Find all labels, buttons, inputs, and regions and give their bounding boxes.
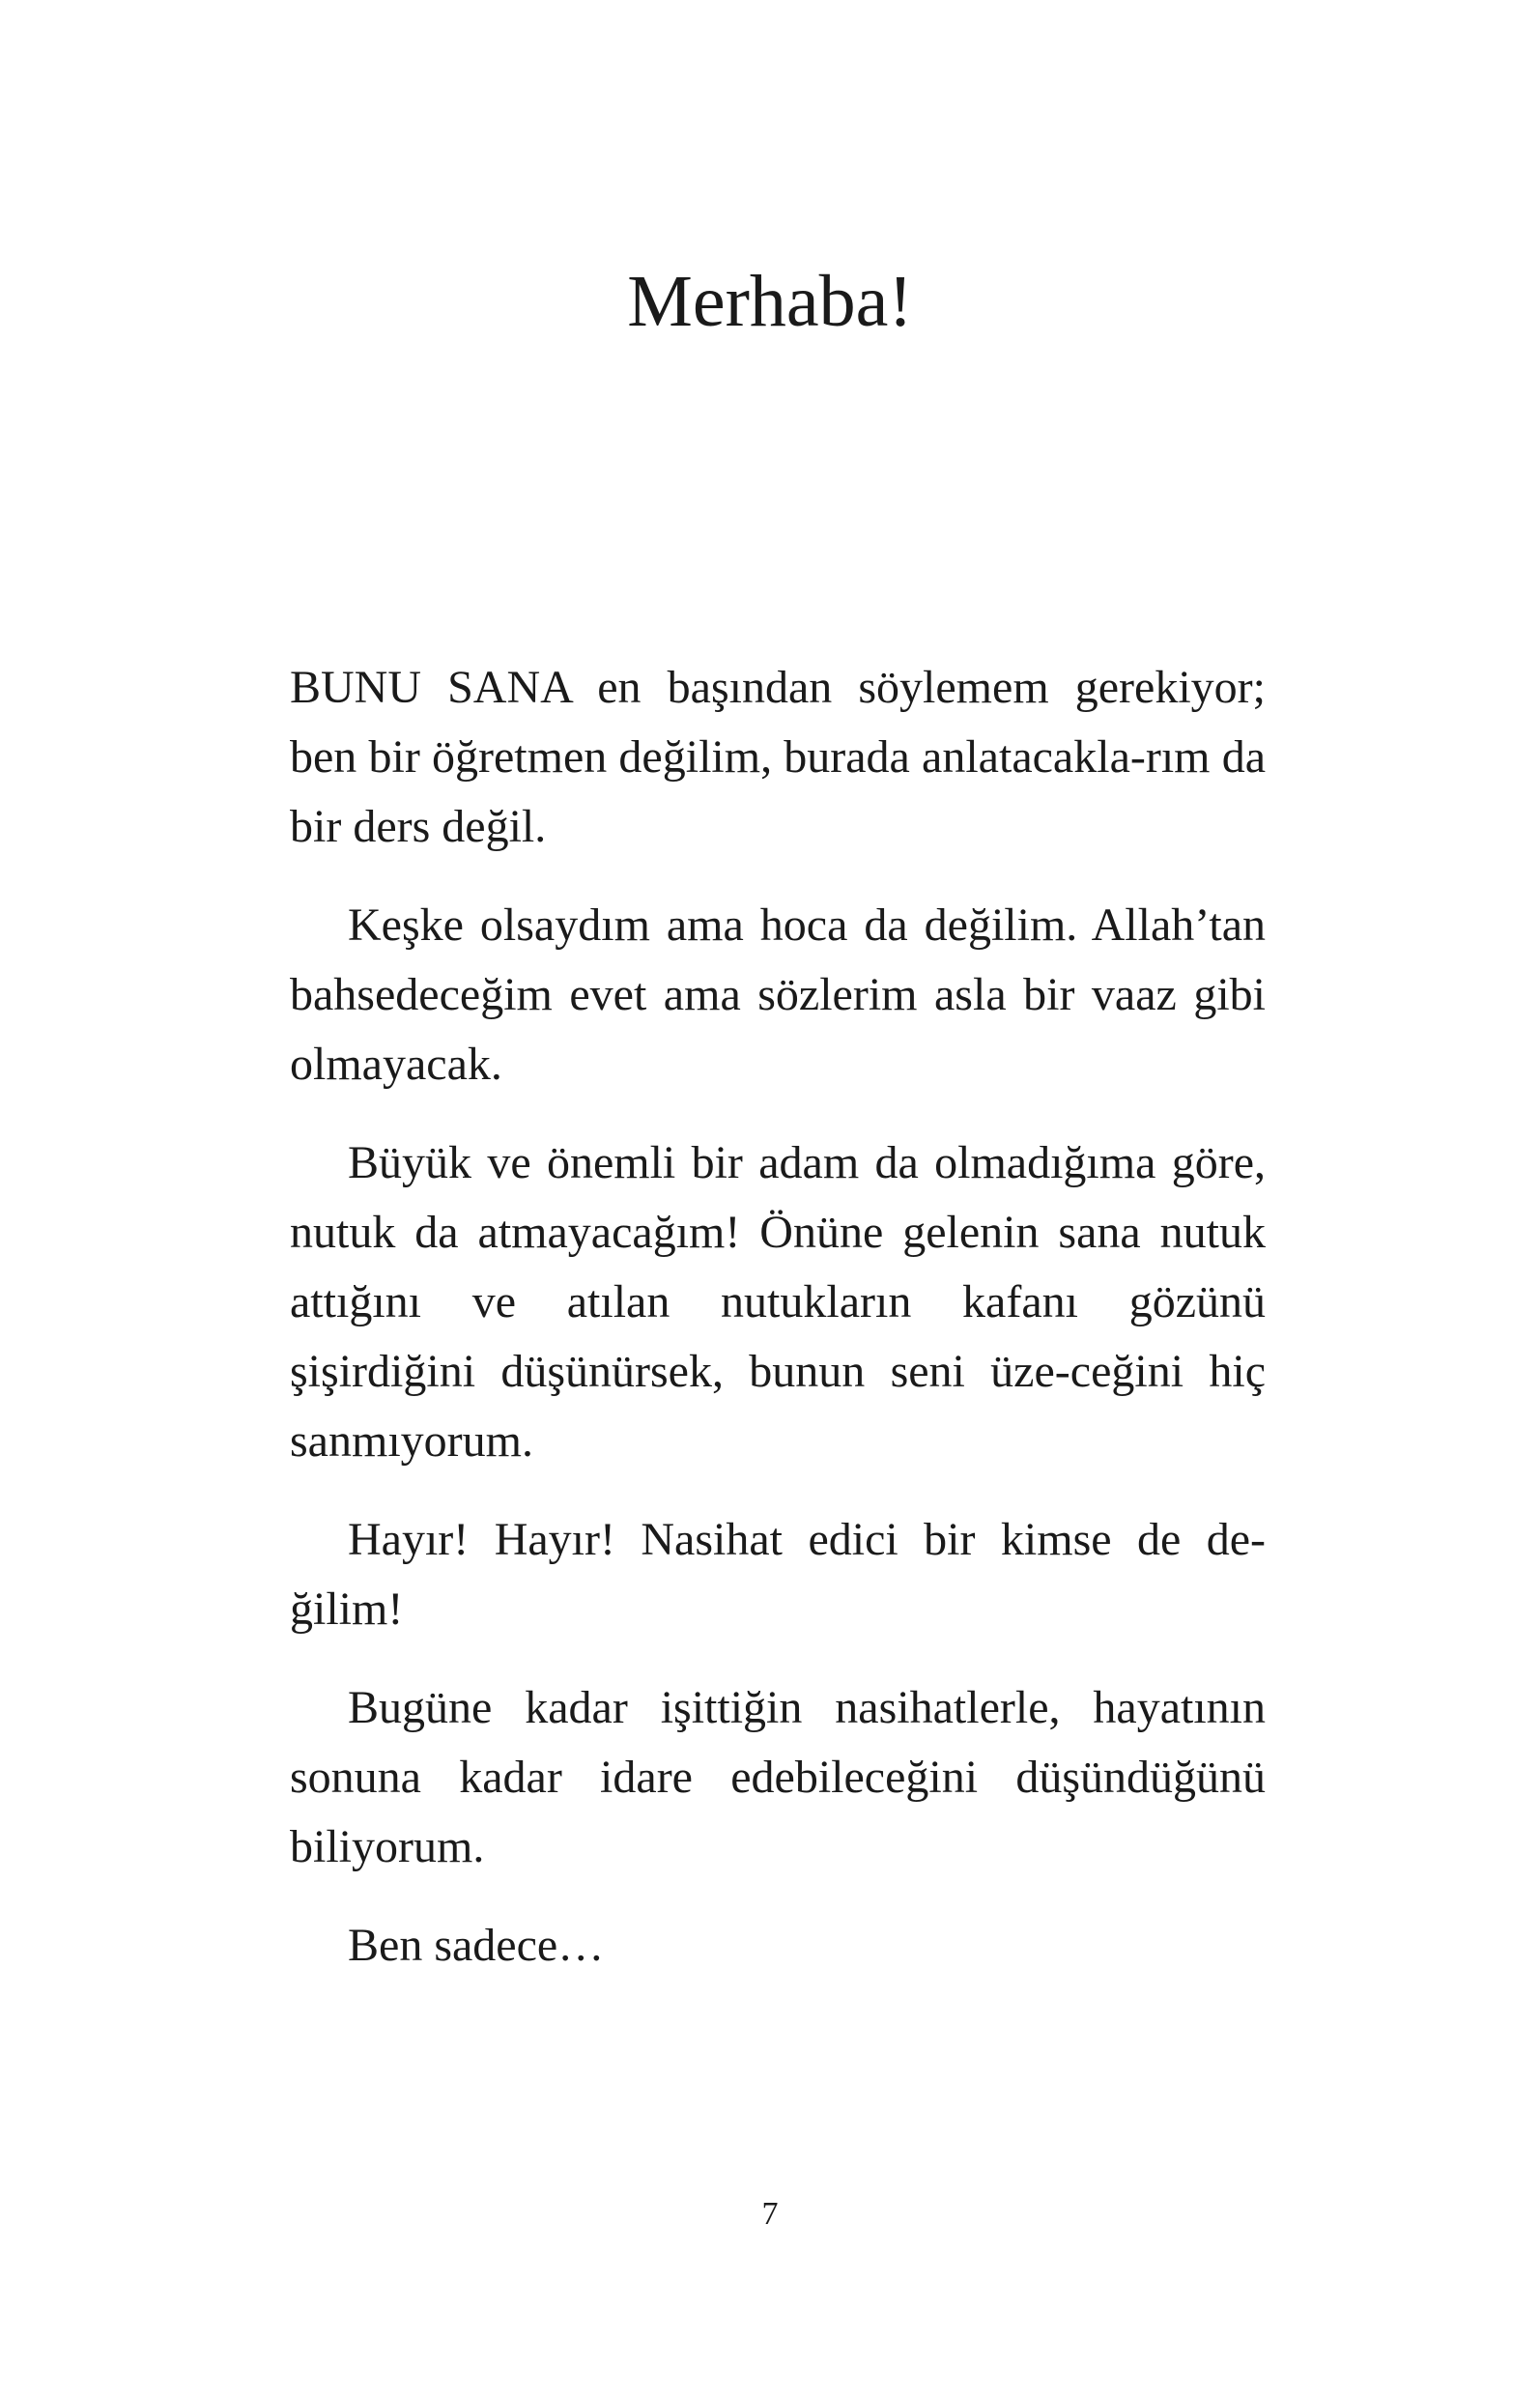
paragraph-5: Bugüne kadar işittiğin nasihatlerle, hayatının sonuna kadar idare edebileceğini düşündüğünü biliyorum. — [290, 1682, 1266, 1872]
chapter-title: Merhaba! — [627, 261, 913, 342]
page-number: 7 — [761, 2196, 779, 2232]
paragraph-2: Keşke olsaydım ama hoca da değilim. Allah’tan bahsedeceğim evet ama sözlerim asla bir vaaz gibi olmayacak. — [290, 899, 1266, 1090]
body-text — [290, 653, 1266, 2010]
paragraph-6: Ben sadece… — [348, 1920, 605, 1971]
paragraph-4: Hayır! Hayır! Nasihat edici bir kimse de de-ğilim! — [290, 1514, 1266, 1635]
paragraph-3: Büyük ve önemli bir adam da olmadığıma göre, nutuk da atmayacağım! Önüne gelenin sana nutuk attığını ve atılan nutukların kafanı gözünü şişirdiğini düşünürsek, bunun seni üze-ceğini hiç sanmıyorum. — [290, 1137, 1266, 1467]
paragraph-1: BUNU SANA en başından söylemem gerekiyor; ben bir öğretmen değilim, burada anlatacakla-rım da bir ders değil. — [290, 662, 1266, 852]
